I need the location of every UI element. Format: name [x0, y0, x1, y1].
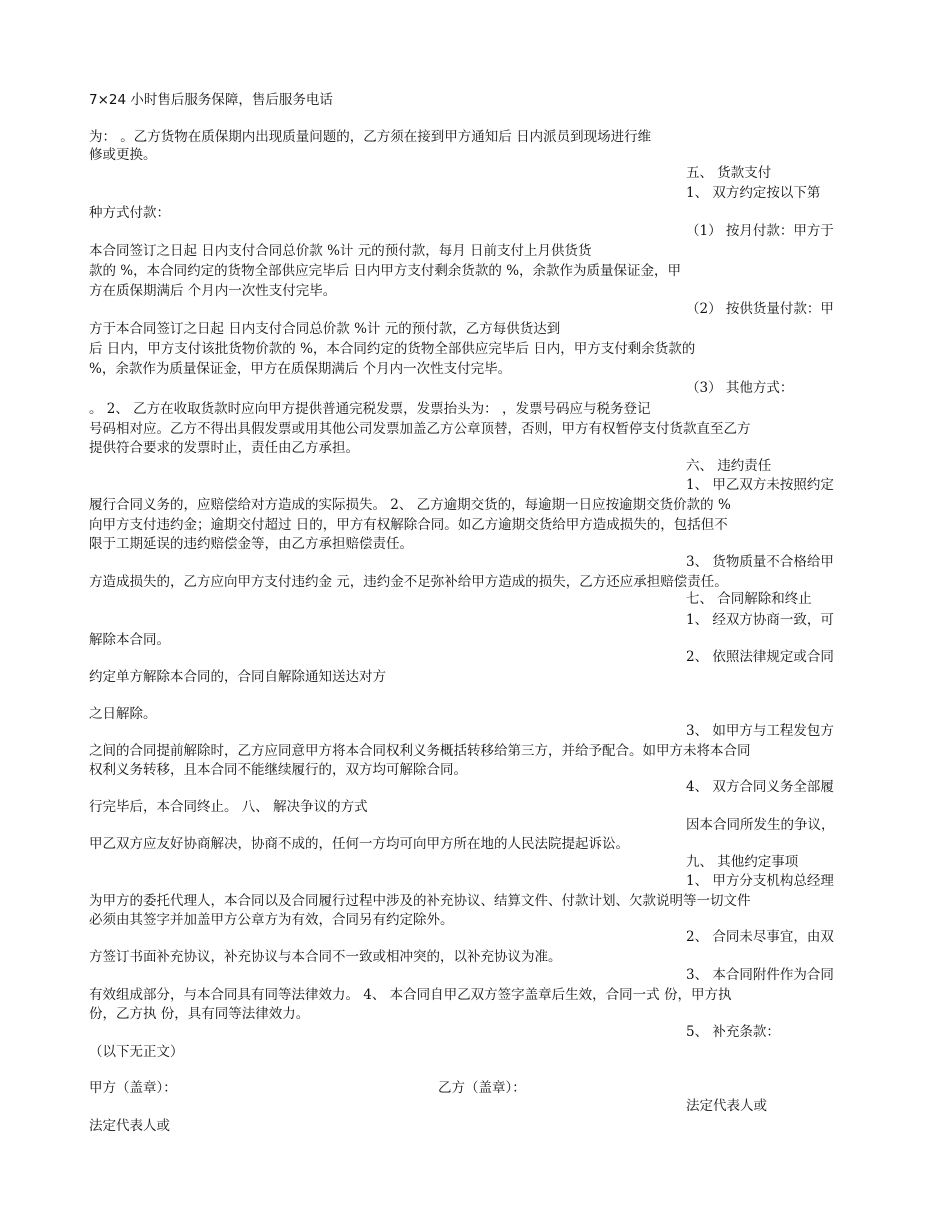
text-line: 行完毕后，本合同终止。 八、 解决争议的方式 [89, 799, 368, 815]
text-line: 修或更换。 [89, 147, 157, 163]
text-line: 2、 合同未尽事宜，由双 [686, 929, 834, 945]
text-line: 方造成损失的，乙方应向甲方支付违约金 元，违约金不足弥补给甲方造成的损失，乙方还应承担赔偿责任。 [89, 574, 728, 590]
text-line: 款的 %，本合同约定的货物全部供应完毕后 日内甲方支付剩余货款的 %，余款作为质量保证金，甲 [89, 263, 682, 279]
text-line: 后 日内，甲方支付该批货物价款的 %，本合同约定的货物全部供应完毕后 日内，甲方支付剩余货款的 [89, 341, 696, 357]
text-line: （2） 按供货量付款：甲 [686, 301, 834, 317]
text-line: 方签订书面补充协议，补充协议与本合同不一致或相冲突的，以补充协议为准。 [89, 949, 562, 965]
text-line: 甲乙双方应友好协商解决，协商不成的，任何一方均可向甲方所在地的人民法院提起诉讼。 [89, 836, 629, 852]
text-line: 份，乙方执 份，具有同等法律效力。 [89, 1006, 310, 1022]
text-line: 有效组成部分，与本合同具有同等法律效力。 4、 本合同自甲乙双方签字盖章后生效，合同一式 份，甲方执 [89, 987, 732, 1003]
text-line: 方于本合同签订之日起 日内支付合同总价款 %计 元的预付款，乙方每供货达到 [89, 321, 561, 337]
text-line: （以下无正文） [89, 1044, 184, 1060]
legal-representative-label: 法定代表人或 [686, 1098, 767, 1114]
text-line: 。 2、 乙方在收取货款时应向甲方提供普通完税发票，发票抬头为： ，发票号码应与税务登记 [89, 401, 651, 417]
legal-representative-label: 法定代表人或 [89, 1118, 170, 1134]
text-line: 3、 货物质量不合格给甲 [686, 554, 834, 570]
text-line: （3） 其他方式： [686, 380, 794, 396]
text-line: 约定单方解除本合同的，合同自解除通知送达对方 [89, 669, 386, 685]
text-line: 1、 甲乙双方未按照约定 [686, 477, 834, 493]
text-line: 权利义务转移，且本合同不能继续履行的，双方均可解除合同。 [89, 762, 467, 778]
party-b-seal-label: 乙方（盖章）： [438, 1080, 526, 1096]
section-heading: 六、 违约责任 [686, 458, 772, 474]
section-heading: 九、 其他约定事项 [686, 854, 799, 870]
party-a-seal-label: 甲方（盖章）： [89, 1080, 177, 1096]
text-line: 种方式付款： [89, 205, 170, 221]
text-line: 5、 补充条款： [686, 1024, 780, 1040]
text-line: 履行合同义务的，应赔偿给对方造成的实际损失。 2、 乙方逾期交货的，每逾期一日应按逾期交货价款的 % [89, 497, 731, 513]
text-line: 限于工期延误的违约赔偿金等，由乙方承担赔偿责任。 [89, 536, 413, 552]
text-line: 为甲方的委托代理人，本合同以及合同履行过程中涉及的补充协议、结算文件、付款计划、欠款说明等一切文件 [89, 893, 751, 909]
text-line: 2、 依照法律规定或合同 [686, 649, 834, 665]
text-line: 号码相对应。乙方不得出具假发票或用其他公司发票加盖乙方公章顶替，否则，甲方有权暂停支付货款直至乙方 [89, 421, 751, 437]
text-line: %，余款作为质量保证金，甲方在质保期满后 个月内一次性支付完毕。 [89, 361, 512, 377]
text-line: 向甲方支付违约金；逾期交付超过 日的，甲方有权解除合同。如乙方逾期交货给甲方造成损失的，包括但不 [89, 517, 728, 533]
text-line: 为： 。乙方货物在质保期内出现质量问题的，乙方须在接到甲方通知后 日内派员到现场进行维 [89, 129, 652, 145]
text-line: 3、 如甲方与工程发包方 [686, 723, 834, 739]
text-line: 必须由其签字并加盖甲方公章方为有效，合同另有约定除外。 [89, 912, 454, 928]
section-heading: 七、 合同解除和终止 [686, 591, 812, 607]
text-line: 之间的合同提前解除时，乙方应同意甲方将本合同权利义务概括转移给第三方，并给予配合。如甲方未将本合同 [89, 743, 751, 759]
text-line: 4、 双方合同义务全部履 [686, 779, 834, 795]
text-line: 7×24 小时售后服务保障，售后服务电话 [89, 92, 333, 108]
text-line: 之日解除。 [89, 706, 157, 722]
text-line: 提供符合要求的发票时止，责任由乙方承担。 [89, 440, 359, 456]
text-line: 1、 经双方协商一致，可 [686, 612, 834, 628]
section-heading: 五、 货款支付 [686, 165, 772, 181]
text-line: 解除本合同。 [89, 632, 170, 648]
text-line: 1、 双方约定按以下第 [686, 185, 821, 201]
text-line: 本合同签订之日起 日内支付合同总价款 %计 元的预付款，每月 日前支付上月供货货 [89, 243, 592, 259]
text-line: 1、 甲方分支机构总经理 [686, 873, 834, 889]
text-line: 因本合同所发生的争议， [686, 817, 835, 833]
text-line: （1） 按月付款：甲方于 [686, 223, 834, 239]
text-line: 3、 本合同附件作为合同 [686, 967, 834, 983]
text-line: 方在质保期满后 个月内一次性支付完毕。 [89, 283, 337, 299]
